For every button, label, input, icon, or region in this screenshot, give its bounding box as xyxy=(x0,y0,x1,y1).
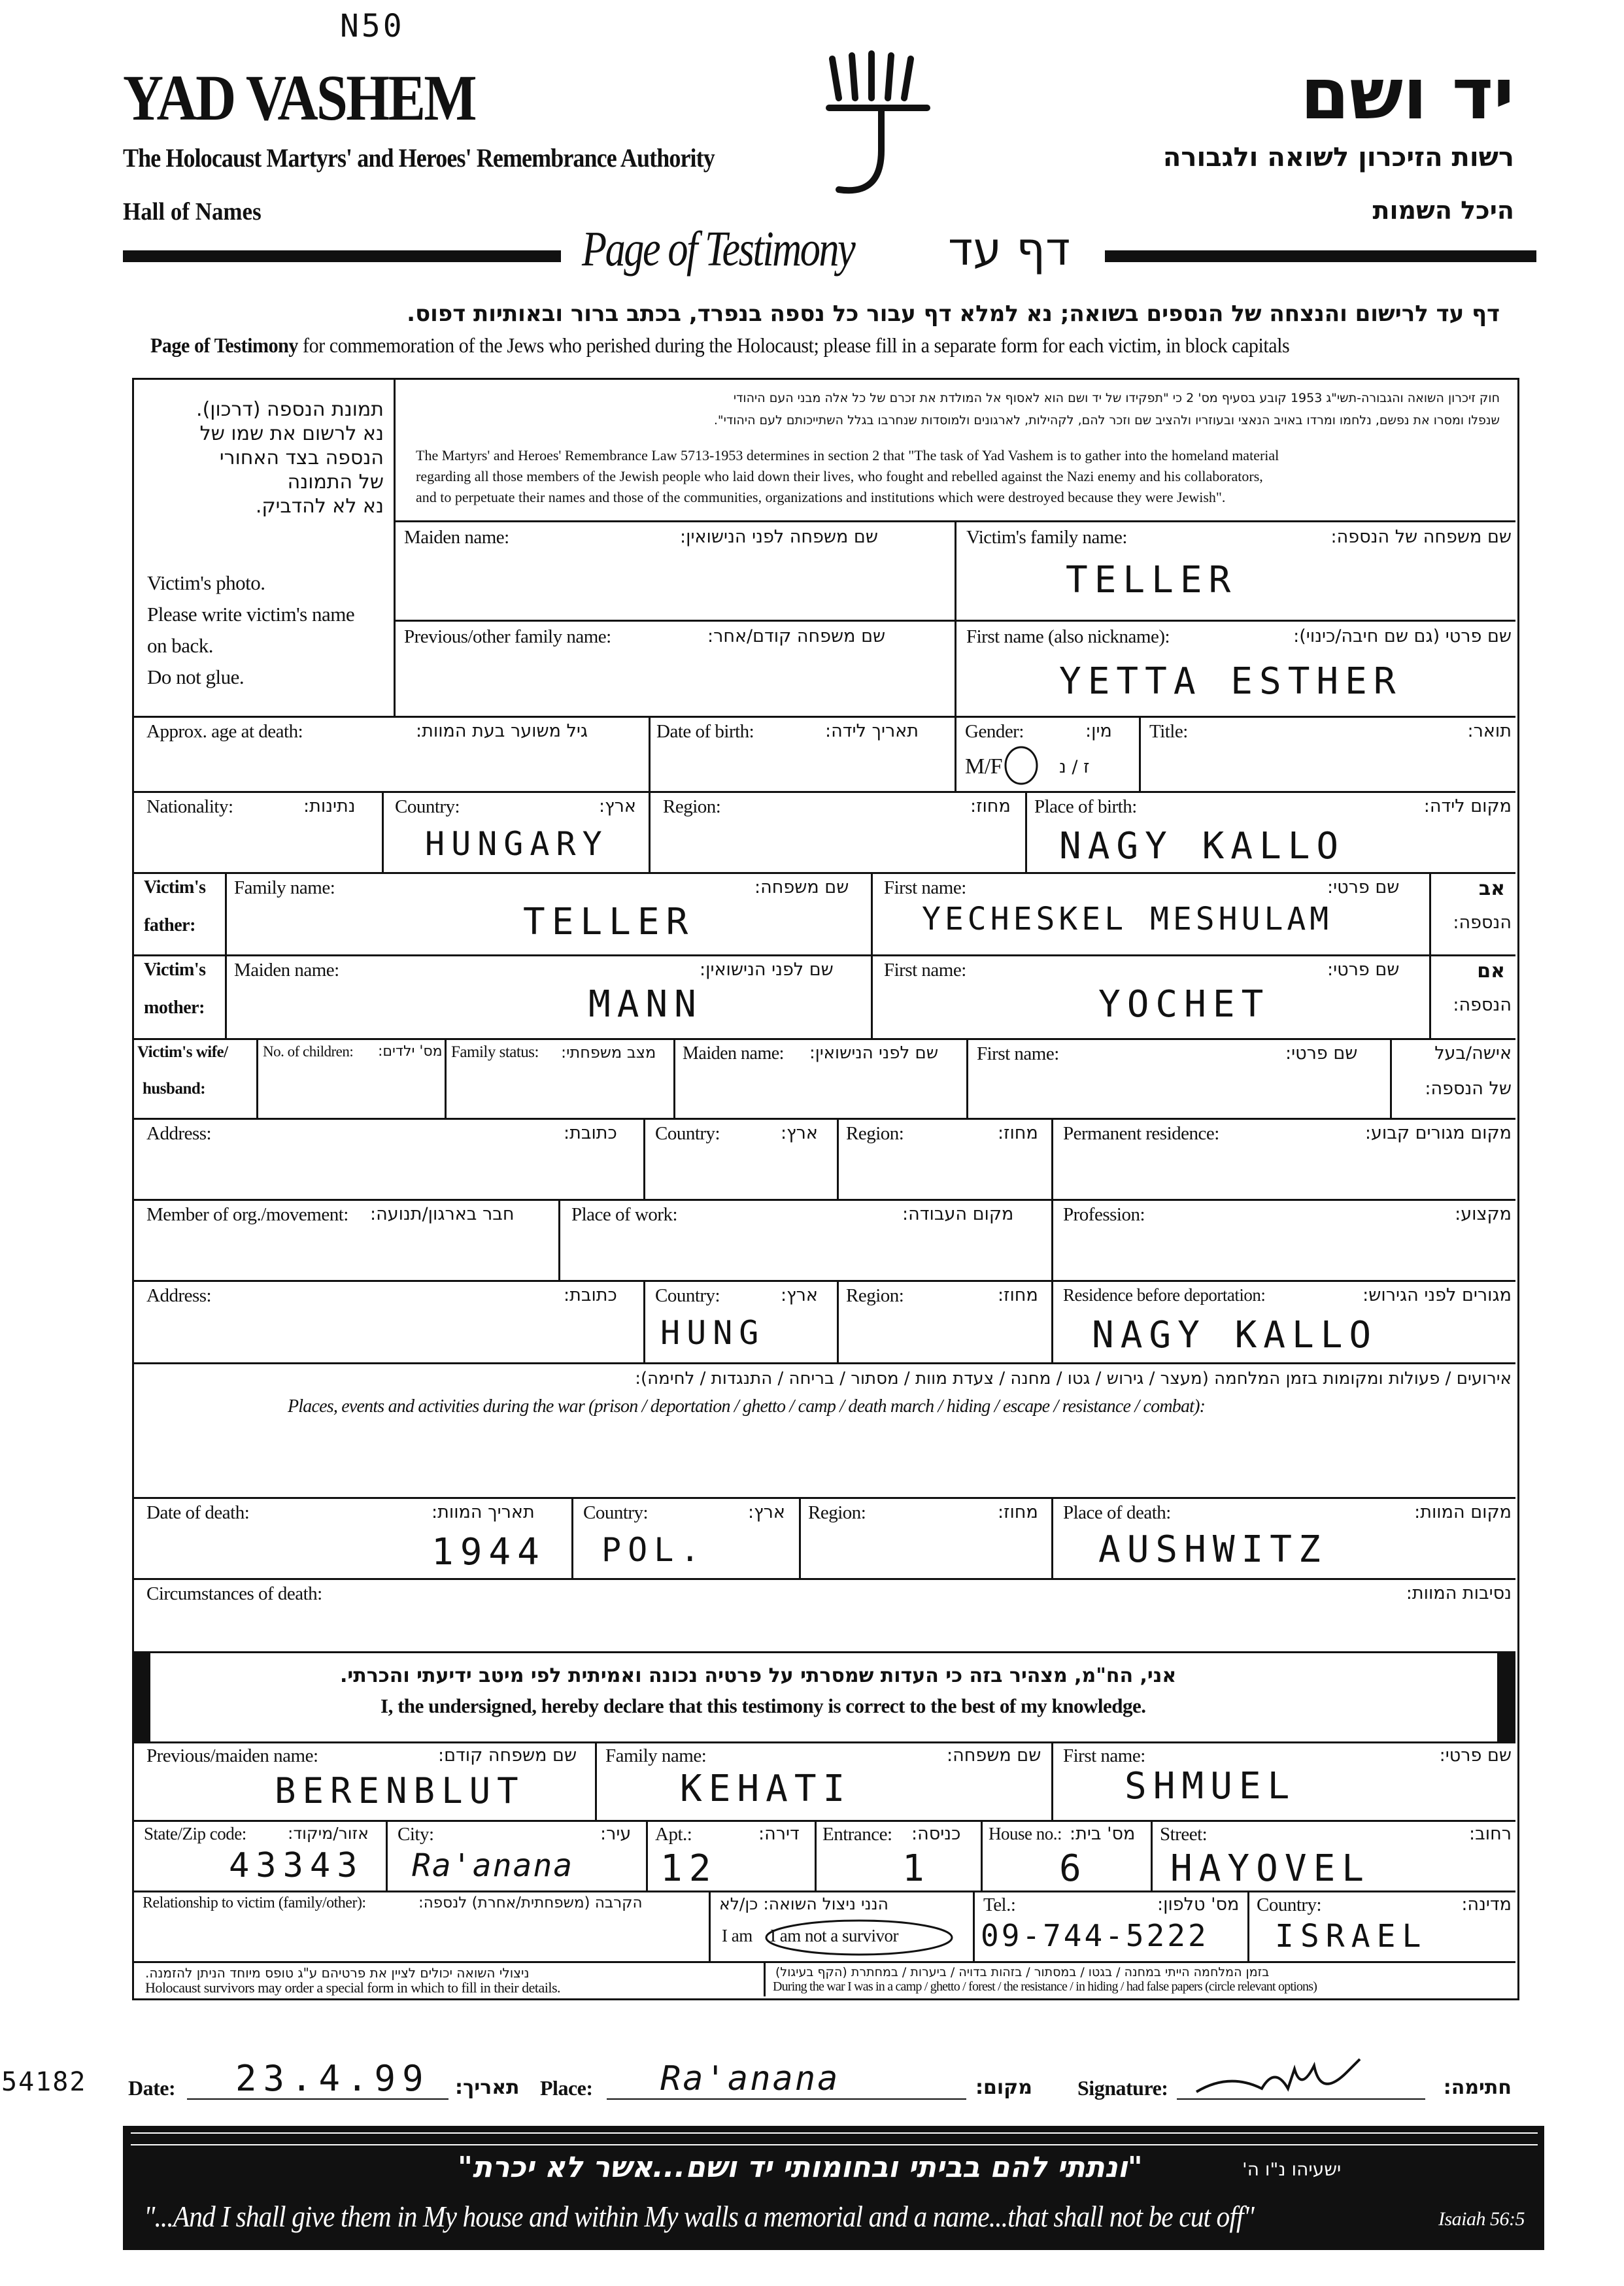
events-label-he: אירועים / פעולות ומקומות בזמן המלחמה (מעצר / גירוש / גטו / מחנה / צעדת מוות / מסתור / בריחה / התנגדות / לחימה): xyxy=(635,1369,1512,1388)
title-rule-right xyxy=(1105,250,1536,262)
rule xyxy=(132,1199,1515,1201)
street-label-en: Street: xyxy=(1160,1824,1208,1845)
declaration-bar-left xyxy=(132,1651,150,1741)
gender-label-en: Gender: xyxy=(965,721,1024,742)
maiden-name-label-en: Maiden name: xyxy=(404,527,509,548)
rule xyxy=(132,1961,1515,1963)
first-name-label-he: שם פרטי (גם שם חיבה/כינוי): xyxy=(1293,626,1512,647)
mother-he-hanispa: הנספה: xyxy=(1453,995,1512,1015)
rule xyxy=(1051,1118,1053,1199)
declaration-he: אני, הח"מ, מצהיר בזה כי העדות שמסרתי על פרטיה נכונה ואמיתית לפי מיטב ידיעתי והכרתי. xyxy=(340,1664,1177,1687)
submitter-country-label-he: מדינה: xyxy=(1461,1894,1512,1915)
deport-region-label-he: מחוז: xyxy=(998,1285,1038,1305)
title-en: Page of Testimony xyxy=(582,222,854,277)
father-label: father: xyxy=(144,915,195,935)
signature-label-he: חתימה: xyxy=(1443,2076,1512,2099)
rule xyxy=(132,716,1515,718)
deport-res-value[interactable]: NAGY KALLO xyxy=(1092,1314,1378,1356)
photo-he-line: הנספה בצד האחורי xyxy=(219,446,384,469)
rule xyxy=(1025,791,1027,872)
footer-source-he: ישעיהו נ"ו ה' xyxy=(1242,2159,1342,2180)
zip-value[interactable]: 43343 xyxy=(229,1846,364,1885)
profession-label-he: מקצוע: xyxy=(1455,1204,1512,1224)
address-label-en: Address: xyxy=(146,1123,212,1144)
photo-he-line: נא לרשום את שמו של xyxy=(199,422,384,445)
rule xyxy=(955,520,956,716)
rule xyxy=(646,1820,648,1891)
photo-he-line: נא לא להדביק. xyxy=(255,495,384,518)
death-country-label-he: ארץ: xyxy=(748,1502,785,1522)
dob-label-en: Date of birth: xyxy=(656,721,754,742)
rule xyxy=(256,1038,258,1118)
rule xyxy=(1139,716,1141,791)
tel-value[interactable]: 09-744-5222 xyxy=(981,1918,1209,1953)
deport-country-label-en: Country: xyxy=(655,1285,720,1306)
children-label-he: מס' ילדים: xyxy=(378,1043,443,1060)
mother-first-label-en: First name: xyxy=(884,960,966,981)
spouse-he-1: אישה/בעל xyxy=(1434,1043,1512,1064)
footer-quote-he: "ונתתי להם בביתי ובחומותי יד ושם...אשר לא יכרת" xyxy=(458,2151,1143,2184)
address-country-label-en: Country: xyxy=(655,1123,720,1144)
date-value[interactable]: 23.4.99 xyxy=(235,2058,430,2099)
zip-label-en: State/Zip code: xyxy=(144,1824,246,1843)
submitter-first-label-he: שם פרטי: xyxy=(1439,1745,1512,1766)
deport-address-label-he: כתובת: xyxy=(564,1285,617,1305)
rule xyxy=(955,716,956,791)
footer-quote-en: "...And I shall give them in My house and within My walls a memorial and a name...that shall not be cut off" xyxy=(144,2200,1255,2233)
rule xyxy=(132,872,1515,874)
father-first-value[interactable]: YECHESKEL MESHULAM xyxy=(922,901,1333,937)
signature-scrawl xyxy=(1190,2053,1399,2105)
rule xyxy=(607,2098,966,2100)
mother-first-label-he: שם פרטי: xyxy=(1327,960,1400,980)
signature-label-en: Signature: xyxy=(1077,2076,1168,2100)
perm-res-label-he: מקום מגורים קבוע: xyxy=(1364,1123,1512,1143)
submitter-first-value[interactable]: SHMUEL xyxy=(1125,1765,1296,1807)
yad-vashem-logo xyxy=(822,46,934,209)
hall-of-names-he: היכל השמות xyxy=(1372,196,1514,225)
survivors-note-en: Holocaust survivors may order a special form in which to fill in their details. xyxy=(145,1979,561,1996)
rule xyxy=(1051,1497,1053,1578)
date-label-he: תאריך: xyxy=(455,2076,520,2099)
first-name-label-en: First name (also nickname): xyxy=(966,626,1170,647)
nationality-label-he: נתינות: xyxy=(303,796,356,816)
deport-res-label-en: Residence before deportation: xyxy=(1063,1285,1266,1305)
age-label-he: גיל משוער בעת המוות: xyxy=(416,721,588,741)
rule xyxy=(973,1891,975,1961)
date-label-en: Date: xyxy=(128,2076,176,2100)
mother-maiden-label-he: שם לפני הנישואין: xyxy=(700,960,834,980)
street-value[interactable]: HAYOVEL xyxy=(1170,1847,1371,1890)
wartime-note-he: בזמן המלחמה הייתי במחנה / בגטו / במסתור / בזהות בדויה / ביערות / במחתרת (הקף בעיגול) xyxy=(775,1965,1270,1979)
place-label-he: מקום: xyxy=(975,2076,1032,2099)
survivor-no-en[interactable]: I am not a survivor xyxy=(770,1926,898,1945)
house-label-en: House no.: xyxy=(989,1824,1062,1843)
rule xyxy=(649,791,651,872)
mother-first-value[interactable]: YOCHET xyxy=(1098,983,1270,1026)
city-label-en: City: xyxy=(398,1824,434,1845)
gender-circle xyxy=(1002,744,1041,787)
submitter-prev-label-en: Previous/maiden name: xyxy=(146,1745,318,1766)
title-rule-left xyxy=(123,250,561,262)
tel-label-he: מס' טלפון: xyxy=(1157,1894,1240,1915)
declaration-en: I, the undersigned, hereby declare that this testimony is correct to the best of my knowledge. xyxy=(381,1694,1146,1717)
dod-label-he: תאריך המוות: xyxy=(431,1502,535,1522)
submitter-family-label-en: Family name: xyxy=(605,1745,707,1766)
work-label-en: Place of work: xyxy=(571,1204,678,1225)
work-label-he: מקום העבודה: xyxy=(902,1204,1014,1224)
rule xyxy=(649,716,651,791)
rule xyxy=(394,620,1515,622)
photo-instructions-he xyxy=(141,397,384,518)
photo-en-line: Do not glue. xyxy=(147,665,245,688)
footer-stripes xyxy=(131,2132,1538,2145)
rule xyxy=(132,1820,1515,1822)
address-region-label-en: Region: xyxy=(846,1123,904,1144)
father-first-label-en: First name: xyxy=(884,877,966,898)
gender-options-he: ז / נ xyxy=(1059,757,1090,777)
pod-label-he: מקום המוות: xyxy=(1414,1502,1512,1522)
death-region-label-en: Region: xyxy=(808,1502,866,1523)
relationship-label-he: הקרבה (משפחתית/אחרת) לנספה: xyxy=(418,1894,643,1911)
previous-name-label-he: שם משפחה קודם/אחר: xyxy=(707,626,886,647)
mother-victims-label: Victim's xyxy=(144,960,206,980)
rule xyxy=(132,954,1515,956)
deport-region-label-en: Region: xyxy=(846,1285,904,1306)
spouse-maiden-label-en: Maiden name: xyxy=(683,1043,784,1064)
entrance-label-en: Entrance: xyxy=(822,1824,892,1845)
city-label-he: עיר: xyxy=(600,1824,632,1844)
rule xyxy=(1390,1038,1392,1118)
apt-label-en: Apt.: xyxy=(655,1824,692,1845)
perm-res-label-en: Permanent residence: xyxy=(1063,1123,1219,1144)
profession-label-en: Profession: xyxy=(1063,1204,1145,1225)
age-label-en: Approx. age at death: xyxy=(146,721,303,742)
rule xyxy=(673,1038,675,1118)
rule xyxy=(1051,1280,1053,1362)
dob-label-he: תאריך לידה: xyxy=(825,721,919,741)
spouse-label-2: husband: xyxy=(143,1080,206,1098)
submitter-family-value[interactable]: KEHATI xyxy=(680,1768,852,1810)
authority-en: The Holocaust Martyrs' and Heroes' Remembrance Authority xyxy=(123,143,715,173)
family-name-label-en: Victim's family name: xyxy=(966,527,1127,548)
previous-name-label-en: Previous/other family name: xyxy=(404,626,611,647)
spouse-he-2: של הנספה: xyxy=(1425,1079,1512,1099)
circumstances-label-en: Circumstances of death: xyxy=(146,1583,322,1604)
nationality-label-en: Nationality: xyxy=(146,796,233,817)
rule xyxy=(643,1280,645,1362)
rule xyxy=(132,1280,1515,1282)
apt-label-he: דירה: xyxy=(758,1824,800,1844)
submitter-prev-value[interactable]: BERENBLUT xyxy=(275,1770,525,1811)
rule xyxy=(132,791,1515,793)
address-label-he: כתובת: xyxy=(564,1123,617,1143)
intro-en xyxy=(150,333,1289,358)
family-status-label-en: Family status: xyxy=(451,1043,539,1061)
dod-label-en: Date of death: xyxy=(146,1502,250,1523)
law-en-1: The Martyrs' and Heroes' Remembrance Law 5713-1953 determines in section 2 that "The task of Yad Vashem is to gather into the homeland material xyxy=(416,447,1279,463)
footer-source-en: Isaiah 56:5 xyxy=(1438,2208,1525,2230)
rule xyxy=(132,1497,1515,1499)
mother-he-em: אם xyxy=(1477,960,1505,983)
submitter-country-value[interactable]: ISRAEL xyxy=(1275,1918,1428,1955)
pod-value[interactable]: AUSHWITZ xyxy=(1098,1528,1327,1571)
rule xyxy=(445,1038,447,1118)
rule xyxy=(132,1118,1515,1120)
father-he-av: אב xyxy=(1478,877,1505,900)
survivors-note-he: ניצולי השואה יכולים לציין את פרטיהם ע"ג טופס מיוחד הניתן להזמנה. xyxy=(145,1965,530,1981)
rule xyxy=(382,791,384,872)
rule xyxy=(132,1651,1515,1653)
gender-label-he: מין: xyxy=(1085,721,1112,741)
submitter-family-label-he: שם משפחה: xyxy=(947,1745,1041,1766)
pob-label-en: Place of birth: xyxy=(1034,796,1137,817)
house-label-he: מס' בית: xyxy=(1070,1824,1136,1844)
rule xyxy=(799,1497,801,1578)
law-en-3: and to perpetuate their names and those of the communities, organizations and institutions which were destroyed because they were Jewish". xyxy=(416,489,1226,505)
tel-label-en: Tel.: xyxy=(983,1894,1016,1915)
region-label-en: Region: xyxy=(663,796,721,817)
rule xyxy=(132,1362,1515,1364)
father-victims-label: Victim's xyxy=(144,877,206,898)
rule xyxy=(132,1891,1515,1892)
rule xyxy=(1247,1891,1249,1961)
photo-instructions-en xyxy=(147,567,354,693)
corner-mark: N50 xyxy=(340,8,405,44)
death-region-label-he: מחוז: xyxy=(998,1502,1038,1522)
hall-of-names-en: Hall of Names xyxy=(123,198,262,226)
country-value[interactable]: HUNGARY xyxy=(425,825,609,863)
rule xyxy=(132,1741,1515,1743)
rule xyxy=(386,1820,388,1891)
rule xyxy=(981,1820,983,1891)
father-family-value[interactable]: TELLER xyxy=(523,901,695,943)
rule xyxy=(837,1280,839,1362)
rule xyxy=(764,1961,766,1996)
deport-res-label-he: מגורים לפני הגירוש: xyxy=(1362,1285,1512,1305)
rule xyxy=(132,1038,1515,1040)
member-label-he: חבר בארגון/תנועה: xyxy=(370,1204,515,1224)
law-en-2: regarding all those members of the Jewish people who laid down their lives, who fought and rebelled against the Nazi enemy and his collaborators, xyxy=(416,468,1263,484)
intro-en-text: for commemoration of the Jews who perished during the Holocaust; please fill in a separate form for each victim, in block capitals xyxy=(297,333,1290,357)
rule xyxy=(394,378,396,716)
law-he-1: חוק זיכרון השואה והגבורה-תשי"ג 1953 קובע בסעיף מס' 2 כי "תפקידו של יד ושם הוא לאסוף אל המולדת את זכרם של כל אלה מבני העם היהודי xyxy=(733,391,1500,405)
death-country-value[interactable]: POL. xyxy=(601,1531,707,1569)
photo-he-line: של התמונה xyxy=(287,471,384,494)
submitter-country-label-en: Country: xyxy=(1257,1894,1322,1915)
death-country-label-en: Country: xyxy=(583,1502,649,1523)
intro-he: דף עד לרישום והנצחה של הנספים בשואה; נא למלא דף עבור כל נספה בנפרד, בכתב ברור ובאותיות דפוס. xyxy=(407,301,1500,327)
side-number: 54182 xyxy=(1,2067,87,2097)
father-he-hanispa: הנספה: xyxy=(1453,913,1512,933)
place-value[interactable]: Ra'anana xyxy=(660,2059,840,2098)
family-name-label-he: שם משפחה של הנספה: xyxy=(1330,527,1512,547)
title-label-en: Title: xyxy=(1149,721,1188,742)
rule xyxy=(595,1741,597,1820)
father-first-label-he: שם פרטי: xyxy=(1327,877,1400,898)
circumstances-label-he: נסיבות המוות: xyxy=(1406,1583,1512,1604)
pob-label-he: מקום לידה: xyxy=(1423,796,1512,816)
region-label-he: מחוז: xyxy=(970,796,1011,816)
family-status-label-he: מצב משפחתי: xyxy=(561,1043,656,1062)
entrance-value[interactable]: 1 xyxy=(902,1847,931,1890)
survivor-yes-en: I am xyxy=(722,1926,753,1945)
house-value[interactable]: 6 xyxy=(1059,1847,1088,1890)
submitter-first-label-en: First name: xyxy=(1063,1745,1145,1766)
place-label-en: Place: xyxy=(540,2076,593,2100)
rule xyxy=(571,1497,573,1578)
gender-options-en: M/F xyxy=(965,754,1003,779)
spouse-label-1: Victim's wife/ xyxy=(137,1043,228,1061)
authority-he: רשות הזיכרון לשואה ולגבורה xyxy=(1162,143,1514,173)
wartime-note-en: During the war I was in a camp / ghetto / forest / the resistance / in hiding / had false papers (circle relevant options) xyxy=(773,1979,1317,1994)
mother-label: mother: xyxy=(144,998,205,1018)
family-name-value[interactable]: TELLER xyxy=(1066,559,1238,601)
street-label-he: רחוב: xyxy=(1469,1824,1512,1844)
address-country-label-he: ארץ: xyxy=(781,1123,818,1143)
father-family-label-en: Family name: xyxy=(234,877,335,898)
survivor-circle xyxy=(762,1917,956,1958)
deport-country-label-he: ארץ: xyxy=(781,1285,818,1305)
relationship-label-en: Relationship to victim (family/other): xyxy=(143,1894,366,1911)
maiden-name-label-he: שם משפחה לפני הנישואין: xyxy=(680,527,878,547)
submitter-prev-label-he: שם משפחה קודם: xyxy=(438,1745,577,1766)
pod-label-en: Place of death: xyxy=(1063,1502,1171,1523)
declaration-bar-right xyxy=(1497,1651,1515,1741)
rule xyxy=(815,1820,817,1891)
intro-en-bold: Page of Testimony xyxy=(150,333,298,357)
survivor-label-he: הנני ניצול השואה: כן/לא xyxy=(719,1894,888,1913)
rule xyxy=(709,1891,711,1961)
pob-value[interactable]: NAGY KALLO xyxy=(1059,825,1345,867)
title-he: דף עד xyxy=(948,222,1071,276)
photo-he-line: תמונת הנספה (דרכון). xyxy=(196,398,384,421)
photo-en-line: Victim's photo. xyxy=(147,571,265,594)
events-label-en: Places, events and activities during the war (prison / deportation / ghetto / camp / death march / hiding / escape / resistance / combat): xyxy=(288,1396,1206,1417)
rule xyxy=(132,1578,1515,1580)
spouse-first-label-he: שם פרטי: xyxy=(1285,1043,1358,1064)
mother-maiden-label-en: Maiden name: xyxy=(234,960,339,981)
photo-en-line: on back. xyxy=(147,634,214,657)
rule xyxy=(837,1118,839,1199)
rule xyxy=(1151,1820,1153,1891)
country-label-he: ארץ: xyxy=(599,796,636,816)
org-name-he: יד ושם xyxy=(1300,54,1514,135)
spouse-maiden-label-he: שם לפני הנישואין: xyxy=(809,1043,939,1063)
rule xyxy=(558,1199,560,1280)
city-value[interactable]: Ra'anana xyxy=(412,1847,574,1884)
rule xyxy=(966,1038,968,1118)
rule xyxy=(1051,1199,1053,1280)
dod-value[interactable]: 1944 xyxy=(431,1531,546,1573)
first-name-value[interactable]: YETTA ESTHER xyxy=(1059,660,1402,703)
apt-value[interactable]: 12 xyxy=(660,1847,718,1890)
deport-address-label-en: Address: xyxy=(146,1285,212,1306)
country-label-en: Country: xyxy=(395,796,460,817)
spouse-first-label-en: First name: xyxy=(977,1043,1059,1064)
address-region-label-he: מחוז: xyxy=(998,1123,1038,1143)
photo-en-line: Please write victim's name xyxy=(147,603,355,626)
title-label-he: תואר: xyxy=(1467,721,1512,741)
deport-country-value[interactable]: HUNG xyxy=(660,1314,766,1352)
law-he-2: שנפלו ומסרו את נפשם, נלחמו ומרדו באויב הנאצי ובעוזריו ולהציב שם וזכר להם, לקהילות, לארגונים ולמוסדות שנחרבו בגלל השתייכותם לעם היהודי". xyxy=(713,413,1500,428)
mother-maiden-value[interactable]: MANN xyxy=(588,983,703,1026)
rule xyxy=(1051,1741,1053,1820)
member-label-en: Member of org./movement: xyxy=(146,1204,348,1225)
zip-label-he: אזור/מיקוד: xyxy=(288,1824,369,1843)
father-family-label-he: שם משפחה: xyxy=(754,877,849,898)
rule xyxy=(643,1118,645,1199)
org-name-en: YAD VASHEM xyxy=(123,61,475,134)
children-label-en: No. of children: xyxy=(263,1043,354,1060)
entrance-label-he: כניסה: xyxy=(911,1824,961,1844)
